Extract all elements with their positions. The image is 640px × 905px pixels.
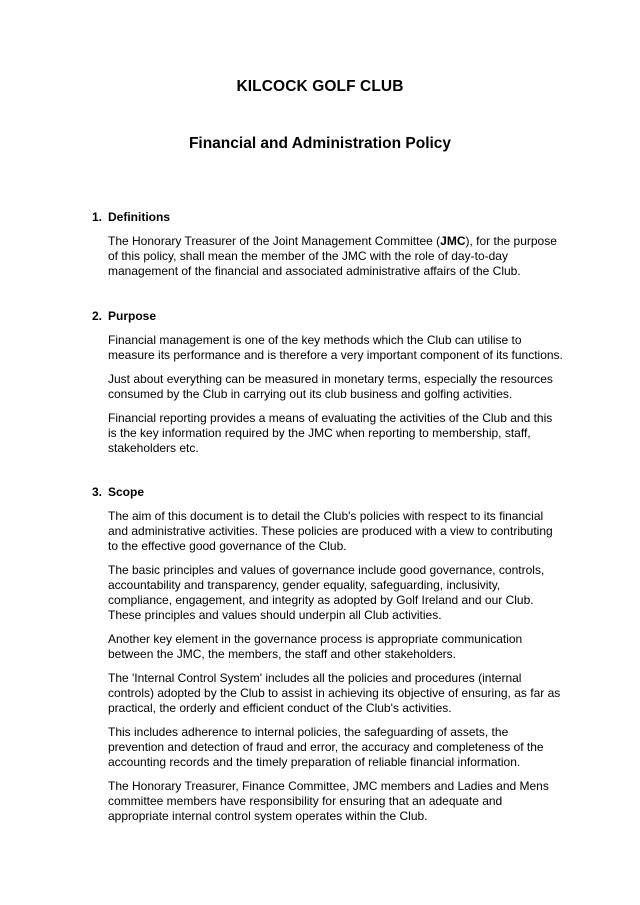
paragraph: The basic principles and values of governance include good governance, controls, accountability and transparency, gender equality, safeguarding, inclusivity, compliance, engagement, and integrity as adopted by Golf Ireland and our Club. These principles and values should underpin all Club activities.: [108, 563, 545, 622]
paragraph: Financial management is one of the key methods which the Club can utilise to measure its performance and is therefore a very important component of its functions.: [108, 333, 563, 362]
club-name-title: KILCOCK GOLF CLUB: [236, 78, 404, 95]
paragraph: This includes adherence to internal policies, the safeguarding of assets, the prevention and detection of fraud and error, the accuracy and completeness of the accounting records and the timely preparation of reliable financial information.: [108, 725, 544, 769]
paragraph-text-after: ), for the purpose of this policy, shall mean the member of the JMC with the role of day-to-day management of the financial and associated administrative affairs of the Club.: [108, 234, 557, 278]
section-scope: [92, 485, 572, 833]
section-definitions: [92, 210, 572, 288]
policy-title: Financial and Administration Policy: [188, 135, 452, 152]
paragraph-text-before: The Honorary Treasurer of the Joint Management Committee (: [108, 234, 441, 248]
paragraph: The 'Internal Control System' includes all the policies and procedures (internal controls) adopted by the Club to assist in achieving its objective of ensuring, as far as practical, the orderly and efficient conduct of the Club's activities.: [108, 671, 561, 715]
paragraph: Another key element in the governance process is appropriate communication between the JMC, the members, the staff and other stakeholders.: [108, 632, 523, 661]
section-heading-text: Definitions: [108, 210, 170, 224]
paragraph: [108, 234, 564, 279]
section-heading: [92, 309, 572, 324]
paragraph: Just about everything can be measured in monetary terms, especially the resources consumed by the Club in carrying out its club business and golfing activities.: [108, 372, 553, 401]
section-heading-text: Scope: [108, 485, 145, 499]
paragraph: Financial reporting provides a means of evaluating the activities of the Club and this is the key information required by the JMC when reporting to membership, staff, stakeholders etc.: [108, 411, 553, 455]
jmc-abbreviation: JMC: [440, 234, 466, 248]
paragraph: The aim of this document is to detail the Club's policies with respect to its financial and administrative activities. These policies are produced with a view to contributing to the effective good governance of the Club.: [108, 509, 553, 553]
section-heading: [92, 210, 572, 225]
section-heading-text: Purpose: [108, 309, 157, 323]
section-purpose: [92, 309, 572, 465]
section-number: 3.: [92, 485, 103, 499]
paragraph: The Honorary Treasurer, Finance Committee, JMC members and Ladies and Mens committee members have responsibility for ensuring that an adequate and appropriate internal control system operates within the Club.: [108, 779, 549, 823]
section-heading: [92, 485, 572, 500]
section-number: 1.: [92, 210, 103, 224]
section-number: 2.: [92, 309, 103, 323]
